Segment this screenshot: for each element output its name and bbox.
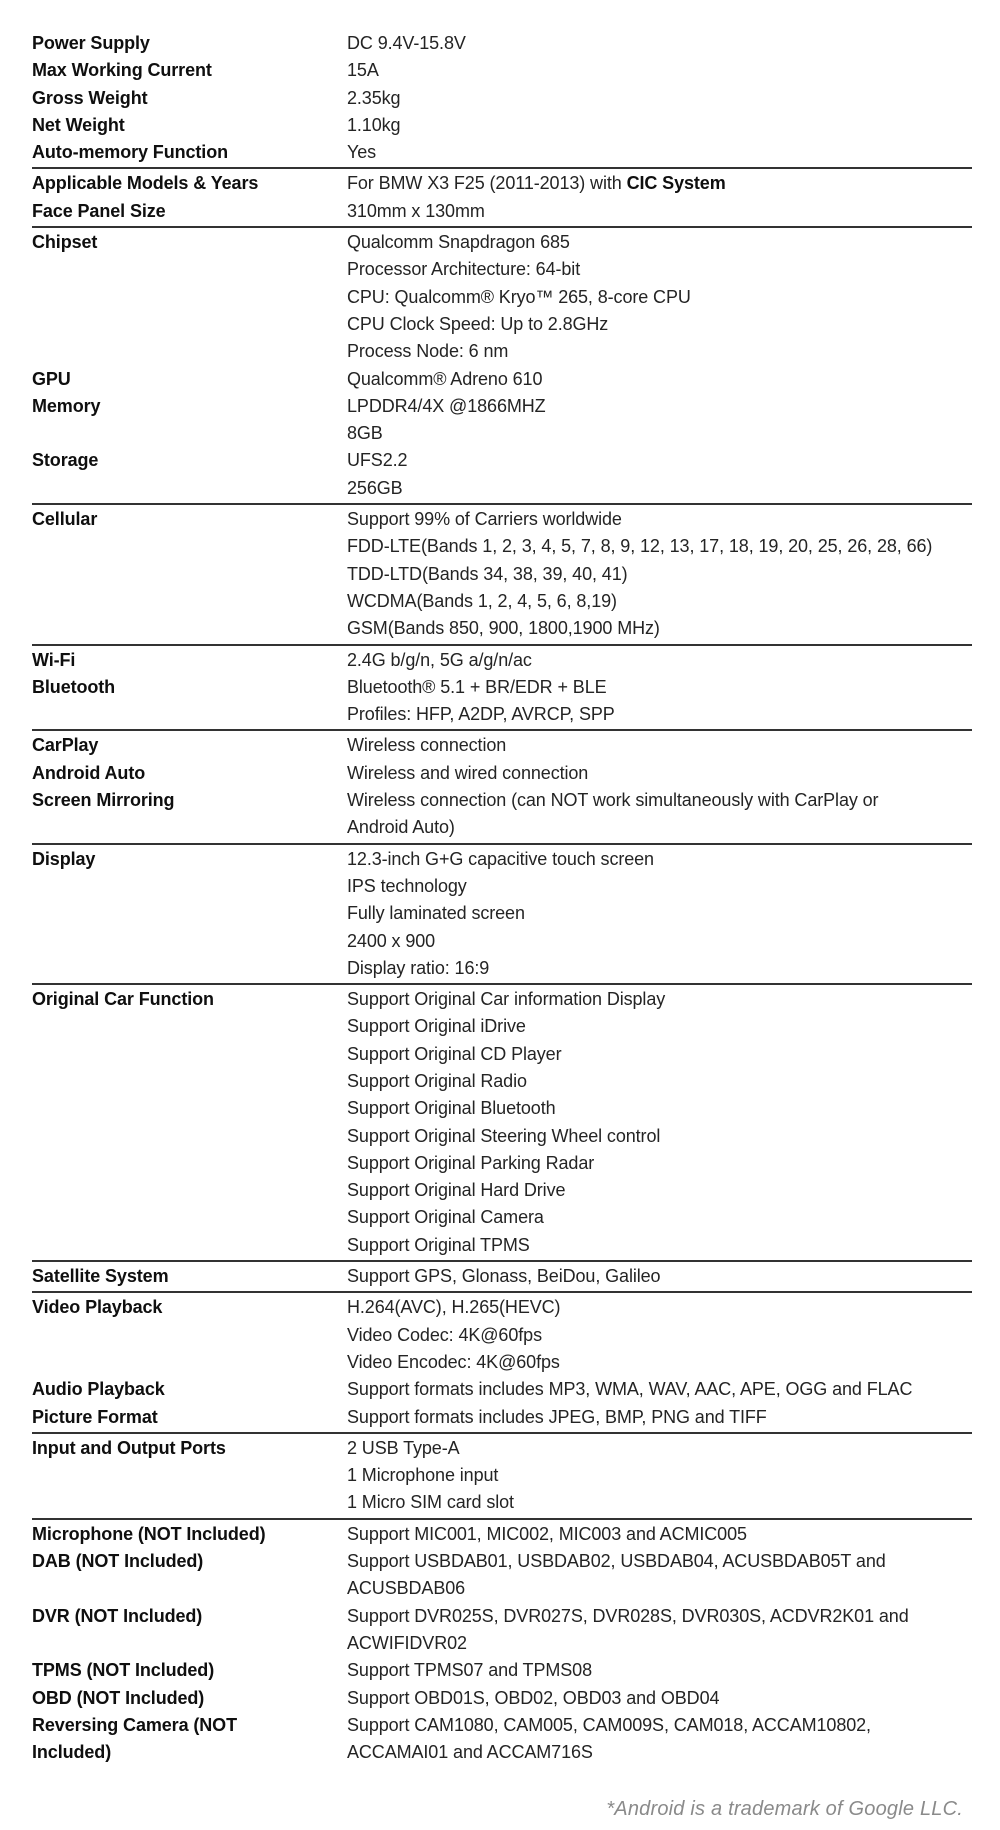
spec-label bbox=[32, 506, 347, 533]
spec-value-line: LPDDR4/4X @1866MHZ bbox=[347, 395, 546, 416]
spec-row bbox=[32, 1521, 972, 1548]
spec-label-line: Auto-memory Function bbox=[32, 142, 228, 163]
spec-label bbox=[32, 393, 347, 420]
spec-values bbox=[347, 760, 972, 787]
spec-group bbox=[32, 503, 972, 643]
spec-value-segment: For BMW X3 F25 (2011-2013) with bbox=[347, 173, 627, 194]
spec-value-line: 2400 x 900 bbox=[347, 930, 436, 951]
spec-values bbox=[347, 732, 972, 759]
spec-value-line: Support Original iDrive bbox=[347, 1016, 526, 1037]
spec-label-line: Satellite System bbox=[32, 1266, 169, 1287]
spec-label bbox=[32, 1263, 347, 1290]
spec-label bbox=[32, 229, 347, 256]
spec-row bbox=[32, 1657, 972, 1684]
spec-row bbox=[32, 1603, 972, 1658]
spec-values bbox=[347, 85, 972, 112]
spec-values bbox=[347, 198, 972, 225]
spec-label-line: Wi-Fi bbox=[32, 649, 76, 670]
spec-value-line: Support GPS, Glonass, BeiDou, Galileo bbox=[347, 1266, 661, 1287]
spec-label-line: Reversing Camera (NOT bbox=[32, 1714, 237, 1735]
spec-row bbox=[32, 674, 972, 729]
spec-label-line: Android Auto bbox=[32, 762, 146, 783]
spec-label bbox=[32, 760, 347, 787]
spec-label-line: Display bbox=[32, 848, 96, 869]
spec-value-line: GSM(Bands 850, 900, 1800,1900 MHz) bbox=[347, 618, 660, 639]
spec-values bbox=[347, 170, 972, 197]
spec-value-line: Profiles: HFP, A2DP, AVRCP, SPP bbox=[347, 704, 615, 725]
spec-label-line: Applicable Models & Years bbox=[32, 173, 259, 194]
spec-values bbox=[347, 447, 972, 502]
spec-label bbox=[32, 1685, 347, 1712]
spec-label bbox=[32, 1603, 347, 1630]
spec-label bbox=[32, 366, 347, 393]
spec-value-line: WCDMA(Bands 1, 2, 4, 5, 6, 8,19) bbox=[347, 590, 617, 611]
spec-row bbox=[32, 647, 972, 674]
spec-row bbox=[32, 1294, 972, 1376]
spec-label-line: OBD (NOT Included) bbox=[32, 1687, 205, 1708]
spec-value-line: 12.3-inch G+G capacitive touch screen bbox=[347, 848, 654, 869]
spec-value-line: Video Codec: 4K@60fps bbox=[347, 1324, 542, 1345]
spec-label bbox=[32, 30, 347, 57]
spec-label bbox=[32, 674, 347, 701]
spec-value-line: Support Original Car information Display bbox=[347, 989, 666, 1010]
spec-label bbox=[32, 1657, 347, 1684]
spec-value-segment-bold: CIC System bbox=[626, 173, 726, 194]
spec-values bbox=[347, 1376, 972, 1403]
spec-row bbox=[32, 57, 972, 84]
spec-row bbox=[32, 846, 972, 982]
spec-label-line: TPMS (NOT Included) bbox=[32, 1660, 215, 1681]
spec-label bbox=[32, 986, 347, 1013]
spec-row bbox=[32, 732, 972, 759]
spec-value-line: UFS2.2 bbox=[347, 450, 408, 471]
spec-value-line: ACUSBDAB06 bbox=[347, 1578, 466, 1599]
spec-row bbox=[32, 1376, 972, 1403]
spec-value-line: TDD-LTD(Bands 34, 38, 39, 40, 41) bbox=[347, 563, 628, 584]
spec-group bbox=[32, 983, 972, 1260]
spec-row bbox=[32, 1435, 972, 1517]
spec-label bbox=[32, 170, 347, 197]
spec-value-line bbox=[347, 170, 972, 197]
spec-values bbox=[347, 229, 972, 365]
spec-label-line: Input and Output Ports bbox=[32, 1437, 226, 1458]
spec-row bbox=[32, 506, 972, 642]
spec-row bbox=[32, 229, 972, 365]
spec-value-line: 8GB bbox=[347, 423, 383, 444]
spec-value-line: 2 USB Type-A bbox=[347, 1437, 460, 1458]
spec-group bbox=[32, 29, 972, 167]
spec-value-line: Support Original Hard Drive bbox=[347, 1180, 566, 1201]
spec-row bbox=[32, 447, 972, 502]
spec-values bbox=[347, 139, 972, 166]
spec-label-line: Screen Mirroring bbox=[32, 790, 175, 811]
spec-label bbox=[32, 1294, 347, 1321]
spec-group bbox=[32, 644, 972, 730]
spec-values bbox=[347, 846, 972, 982]
spec-group bbox=[32, 1518, 972, 1768]
spec-value-line: Support MIC001, MIC002, MIC003 and ACMIC005 bbox=[347, 1523, 747, 1544]
spec-value-line: Bluetooth® 5.1 + BR/EDR + BLE bbox=[347, 676, 607, 697]
spec-value-line: Fully laminated screen bbox=[347, 903, 525, 924]
spec-value-line: Qualcomm® Adreno 610 bbox=[347, 368, 543, 389]
spec-value-line: ACCAMAI01 and ACCAM716S bbox=[347, 1742, 593, 1763]
spec-values bbox=[347, 393, 972, 448]
spec-row bbox=[32, 30, 972, 57]
spec-values bbox=[347, 1263, 972, 1290]
spec-values bbox=[347, 1404, 972, 1431]
spec-value-line: Processor Architecture: 64-bit bbox=[347, 259, 581, 280]
spec-value-line: Support 99% of Carriers worldwide bbox=[347, 509, 622, 530]
spec-label bbox=[32, 1548, 347, 1575]
spec-row bbox=[32, 1712, 972, 1767]
spec-label bbox=[32, 1376, 347, 1403]
spec-row bbox=[32, 112, 972, 139]
spec-value-line: Android Auto) bbox=[347, 817, 455, 838]
spec-value-line: Support Original CD Player bbox=[347, 1043, 562, 1064]
spec-group bbox=[32, 729, 972, 842]
spec-values bbox=[347, 30, 972, 57]
spec-group bbox=[32, 226, 972, 503]
spec-value-line: Wireless and wired connection bbox=[347, 762, 589, 783]
spec-row bbox=[32, 170, 972, 197]
spec-row bbox=[32, 393, 972, 448]
spec-value-line: Support DVR025S, DVR027S, DVR028S, DVR030S, ACDVR2K01 and bbox=[347, 1605, 909, 1626]
spec-row bbox=[32, 1404, 972, 1431]
spec-label bbox=[32, 647, 347, 674]
spec-label-line: Microphone (NOT Included) bbox=[32, 1523, 266, 1544]
spec-value-line: Support CAM1080, CAM005, CAM009S, CAM018, ACCAM10802, bbox=[347, 1714, 871, 1735]
spec-group bbox=[32, 1260, 972, 1291]
spec-row bbox=[32, 1685, 972, 1712]
spec-group bbox=[32, 167, 972, 226]
spec-value-line: 1 Microphone input bbox=[347, 1465, 499, 1486]
spec-value-line: Support USBDAB01, USBDAB02, USBDAB04, ACUSBDAB05T and bbox=[347, 1551, 886, 1572]
spec-value-line: Qualcomm Snapdragon 685 bbox=[347, 232, 570, 253]
spec-values bbox=[347, 1657, 972, 1684]
spec-values bbox=[347, 1685, 972, 1712]
spec-value-line: ACWIFIDVR02 bbox=[347, 1632, 467, 1653]
spec-label bbox=[32, 732, 347, 759]
spec-label-line: CarPlay bbox=[32, 735, 99, 756]
spec-label-line: Cellular bbox=[32, 509, 98, 530]
spec-value-line: Support Original TPMS bbox=[347, 1234, 530, 1255]
spec-label bbox=[32, 85, 347, 112]
spec-label-line: Memory bbox=[32, 395, 101, 416]
spec-label bbox=[32, 198, 347, 225]
spec-row bbox=[32, 198, 972, 225]
spec-value-line: CPU Clock Speed: Up to 2.8GHz bbox=[347, 313, 609, 334]
spec-values bbox=[347, 647, 972, 674]
spec-label-line: GPU bbox=[32, 368, 71, 389]
spec-value-line: Support formats includes MP3, WMA, WAV, AAC, APE, OGG and FLAC bbox=[347, 1379, 913, 1400]
spec-values bbox=[347, 787, 972, 842]
spec-value-line: FDD-LTE(Bands 1, 2, 3, 4, 5, 7, 8, 9, 12, 13, 17, 18, 19, 20, 25, 26, 28, 66) bbox=[347, 536, 933, 557]
spec-values bbox=[347, 112, 972, 139]
spec-values bbox=[347, 366, 972, 393]
spec-label bbox=[32, 447, 347, 474]
spec-label-line: Gross Weight bbox=[32, 87, 148, 108]
spec-label bbox=[32, 139, 347, 166]
spec-label-line: DAB (NOT Included) bbox=[32, 1551, 204, 1572]
spec-label-line: Power Supply bbox=[32, 33, 150, 53]
spec-value-line: Support Original Camera bbox=[347, 1207, 544, 1228]
spec-label bbox=[32, 846, 347, 873]
spec-label-line: Bluetooth bbox=[32, 676, 116, 697]
spec-table bbox=[32, 29, 972, 1767]
spec-value-line: 256GB bbox=[347, 477, 403, 498]
spec-label-line: Picture Format bbox=[32, 1406, 158, 1427]
spec-label-line: Net Weight bbox=[32, 114, 125, 135]
spec-label-line: Storage bbox=[32, 450, 99, 471]
spec-label-line: Original Car Function bbox=[32, 989, 214, 1010]
spec-row bbox=[32, 1263, 972, 1290]
spec-value-line: DC 9.4V-15.8V bbox=[347, 33, 466, 53]
spec-label-line: Chipset bbox=[32, 232, 98, 253]
spec-values bbox=[347, 1712, 972, 1767]
spec-label bbox=[32, 1712, 347, 1767]
spec-label-line: Max Working Current bbox=[32, 60, 212, 81]
spec-label-line: Audio Playback bbox=[32, 1379, 165, 1400]
spec-value-line: Display ratio: 16:9 bbox=[347, 957, 490, 978]
spec-values bbox=[347, 1294, 972, 1376]
spec-values bbox=[347, 986, 972, 1259]
spec-value-line: 15A bbox=[347, 60, 379, 81]
spec-label bbox=[32, 1521, 347, 1548]
spec-value-line: Wireless connection (can NOT work simultaneously with CarPlay or bbox=[347, 790, 879, 811]
spec-values bbox=[347, 674, 972, 729]
spec-label bbox=[32, 112, 347, 139]
spec-values bbox=[347, 1435, 972, 1517]
spec-row bbox=[32, 1548, 972, 1603]
spec-value-line: CPU: Qualcomm® Kryo™ 265, 8-core CPU bbox=[347, 286, 691, 307]
spec-row bbox=[32, 986, 972, 1259]
spec-value-line: 1.10kg bbox=[347, 114, 401, 135]
spec-row bbox=[32, 85, 972, 112]
spec-value-line: 1 Micro SIM card slot bbox=[347, 1492, 514, 1513]
spec-group bbox=[32, 843, 972, 983]
spec-value-line: Support TPMS07 and TPMS08 bbox=[347, 1660, 592, 1681]
spec-label bbox=[32, 787, 347, 814]
trademark-note: *Android is a trademark of Google LLC. bbox=[606, 1798, 963, 1821]
spec-value-line: Support Original Radio bbox=[347, 1070, 527, 1091]
spec-label-line: Face Panel Size bbox=[32, 200, 166, 221]
spec-value-line: H.264(AVC), H.265(HEVC) bbox=[347, 1297, 561, 1318]
spec-label bbox=[32, 1404, 347, 1431]
spec-row bbox=[32, 787, 972, 842]
spec-label bbox=[32, 1435, 347, 1462]
spec-values bbox=[347, 57, 972, 84]
spec-label-line: Included) bbox=[32, 1742, 112, 1763]
spec-row bbox=[32, 366, 972, 393]
spec-row bbox=[32, 760, 972, 787]
spec-label bbox=[32, 57, 347, 84]
spec-label-line: DVR (NOT Included) bbox=[32, 1605, 203, 1626]
spec-group bbox=[32, 1432, 972, 1518]
spec-value-line: 2.35kg bbox=[347, 87, 401, 108]
spec-value-line: Video Encodec: 4K@60fps bbox=[347, 1351, 560, 1372]
spec-value-line: Wireless connection bbox=[347, 735, 507, 756]
spec-value-line: 310mm x 130mm bbox=[347, 200, 485, 221]
spec-value-line: Support formats includes JPEG, BMP, PNG and TIFF bbox=[347, 1406, 767, 1427]
spec-value-line: Support Original Bluetooth bbox=[347, 1098, 556, 1119]
spec-values bbox=[347, 1548, 972, 1603]
spec-row bbox=[32, 139, 972, 166]
spec-value-line: IPS technology bbox=[347, 875, 467, 896]
spec-group bbox=[32, 1291, 972, 1431]
spec-value-line: 2.4G b/g/n, 5G a/g/n/ac bbox=[347, 649, 532, 670]
spec-values bbox=[347, 1521, 972, 1548]
spec-value-line: Support Original Steering Wheel control bbox=[347, 1125, 661, 1146]
spec-values bbox=[347, 1603, 972, 1658]
spec-value-line: Process Node: 6 nm bbox=[347, 341, 509, 362]
spec-value-line: Support OBD01S, OBD02, OBD03 and OBD04 bbox=[347, 1687, 720, 1708]
spec-value-line: Yes bbox=[347, 142, 377, 163]
spec-value-line: Support Original Parking Radar bbox=[347, 1152, 595, 1173]
spec-label-line: Video Playback bbox=[32, 1297, 163, 1318]
spec-values bbox=[347, 506, 972, 642]
